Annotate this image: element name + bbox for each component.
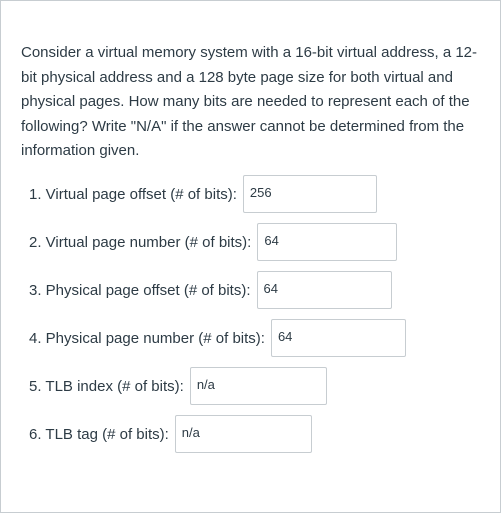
question-row-5 [29,367,327,405]
answer-field-1[interactable]: 256 [243,175,377,213]
answer-field-6[interactable]: n/a [175,415,312,453]
question-row-4 [29,319,406,357]
question-row-2 [29,223,397,261]
question-label-6: 6. TLB tag (# of bits): [29,425,169,443]
question-row-6 [29,415,312,453]
answer-field-2[interactable]: 64 [257,223,397,261]
question-row-3 [29,271,392,309]
question-label-1: 1. Virtual page offset (# of bits): [29,185,237,203]
answer-field-5[interactable]: n/a [190,367,327,405]
question-label-5: 5. TLB index (# of bits): [29,377,184,395]
question-label-4: 4. Physical page number (# of bits): [29,329,265,347]
answer-field-4[interactable]: 64 [271,319,406,357]
question-label-3: 3. Physical page offset (# of bits): [29,281,251,299]
question-label-2: 2. Virtual page number (# of bits): [29,233,252,251]
answer-field-3[interactable]: 64 [257,271,392,309]
question-row-1 [29,175,377,213]
question-text: Consider a virtual memory system with a 16-bit virtual address, a 12-bit physical address and a 128 byte page size for both virtual and physical pages. How many bits are needed to represent each of the following? Write "N/A" if the answer cannot be determined from the information given. [21,44,478,159]
